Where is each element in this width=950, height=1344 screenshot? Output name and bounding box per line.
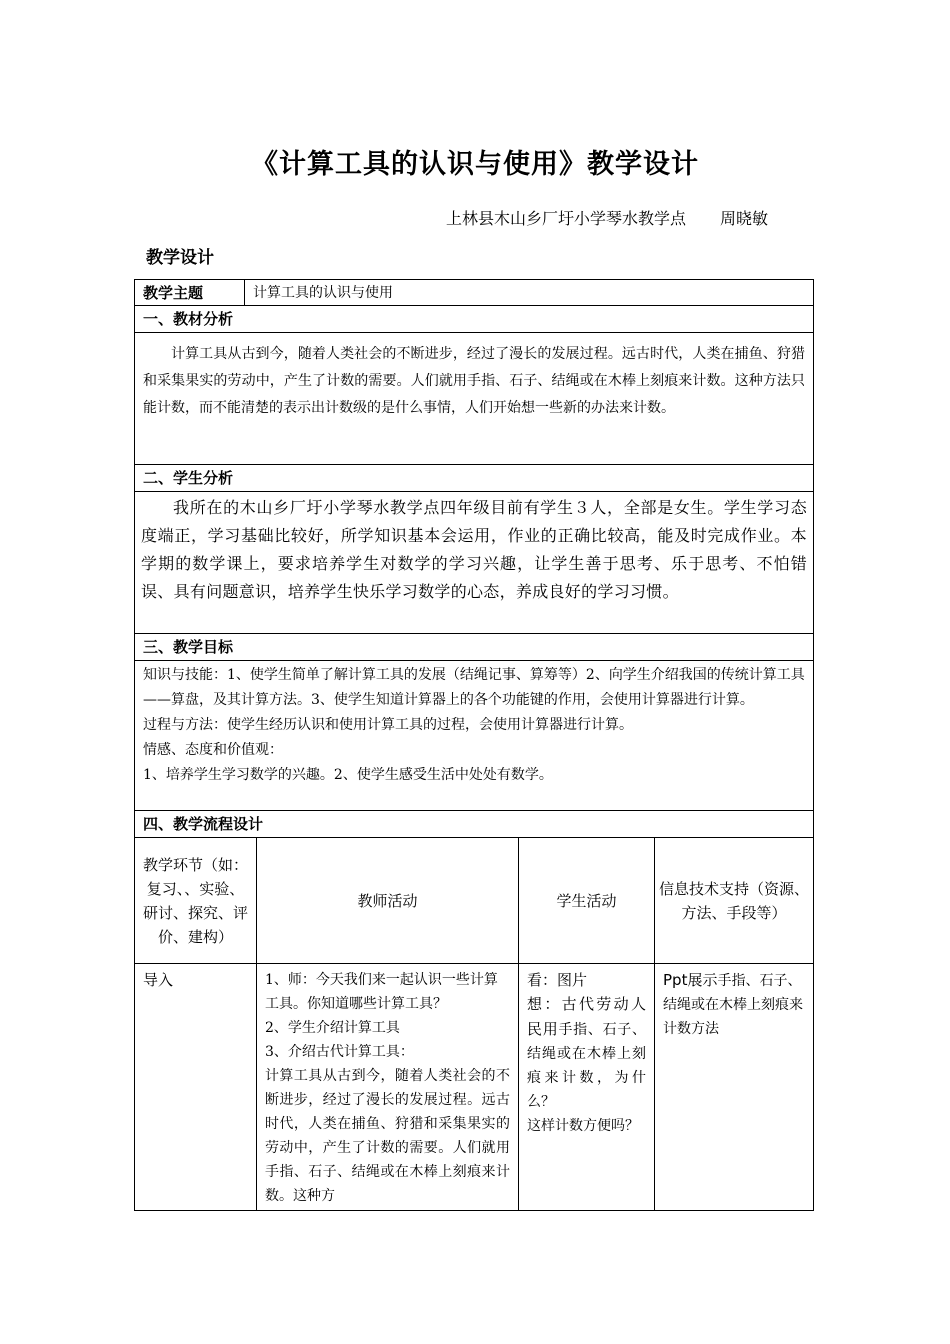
goal-process: 过程与方法：使学生经历认识和使用计算工具的过程，会使用计算器进行计算。	[143, 717, 633, 733]
tech-rest: 手指、石子、结绳或在木棒上刻痕来计数方法	[663, 973, 803, 1037]
teacher-step-3: 3、介绍古代计算工具：	[265, 1044, 414, 1060]
stage-cell: 导入	[135, 964, 257, 1210]
student-think: 想：古代劳动人民用	[527, 995, 646, 1038]
teacher-step-2: 2、学生介绍计算工具	[265, 1020, 400, 1036]
student-question: 这样计数方便吗？	[527, 1118, 639, 1134]
topic-value: 计算工具的认识与使用	[253, 285, 393, 301]
teacher-cell	[257, 964, 519, 1210]
author-school: 上林县木山乡厂圩小学琴水教学点	[446, 209, 687, 228]
student-heading: 二、学生分析	[135, 465, 813, 492]
goal-emotion-label: 情感、态度和价值观：	[143, 742, 283, 758]
topic-row	[135, 280, 813, 306]
student-see: 看：图片	[527, 971, 588, 989]
goal-emotion: 1、培养学生学习数学的兴趣。2、使学生感受生活中处处有数学。	[143, 767, 553, 783]
goals-list	[135, 661, 813, 811]
student-think-rest: 手指、石子、结绳或在木棒上刻痕来计数，为什么？	[527, 1022, 646, 1110]
col-teacher-header: 教师活动	[257, 838, 519, 963]
student-cell	[519, 964, 655, 1210]
document-title: 《计算工具的认识与使用》教学设计	[251, 149, 699, 180]
design-table	[134, 279, 814, 1211]
flow-header-row	[135, 838, 813, 964]
col-student-header: 学生活动	[519, 838, 655, 963]
topic-label: 教学主题	[135, 280, 245, 305]
author-name: 周晓敏	[720, 209, 769, 228]
tech-ppt: Ppt展示	[663, 971, 718, 989]
material-heading: 一、教材分析	[135, 306, 813, 333]
col-tech-header: 信息技术支持（资源、方法、手段等）	[659, 879, 810, 922]
flow-row-intro	[135, 964, 813, 1210]
teacher-step-1: 1、师：今天我们来一起认识一些计算工具。你知道哪些计算工具？	[265, 972, 498, 1012]
student-text: 我所在的木山乡厂圩小学琴水教学点四年级目前有学生３人，全部是女生。学生学习态度端正，学习基础比较好，所学知识基本会运用，作业的正确比较高，能及时完成作业。本学期的数学课上，要求培养学生对数学的学习兴趣，让学生善于思考、乐于思考、不怕错误、具有问题意识，培养学生快乐学习数学的心态，养成良好的学习习惯。	[135, 492, 813, 634]
material-text: 计算工具从古到今，随着人类社会的不断进步，经过了漫长的发展过程。远古时代，人类在捕鱼、狩猎和采集果实的劳动中，产生了计数的需要。人们就用手指、石子、结绳或在木棒上刻痕来计数。这种方法只能计数，而不能清楚的表示出计数级的是什么事情，人们开始想一些新的办法来计数。	[135, 333, 813, 465]
col-stage-header: 教学环节（如：复习、、实验、研讨、探究、评价、建构）	[135, 838, 257, 963]
tech-cell	[655, 964, 813, 1210]
goal-knowledge: 知识与技能：1、使学生简单了解计算工具的发展（结绳记事、算筹等）2、向学生介绍我国的传统计算工具——算盘，及其计算方法。3、使学生知道计算器上的各个功能键的作用，会使用计算器进行计算。	[143, 667, 805, 708]
teacher-step-text: 计算工具从古到今，随着人类社会的不断进步，经过了漫长的发展过程。远古时代，人类在捕鱼、狩猎和采集果实的劳动中，产生了计数的需要。人们就用手指、石子、结绳或在木棒上刻痕来计数。这种方	[265, 1068, 510, 1204]
flow-heading: 四、教学流程设计	[135, 811, 813, 838]
section-heading: 教学设计	[146, 248, 214, 268]
goals-heading: 三、教学目标	[135, 634, 813, 661]
author-line	[446, 206, 768, 229]
